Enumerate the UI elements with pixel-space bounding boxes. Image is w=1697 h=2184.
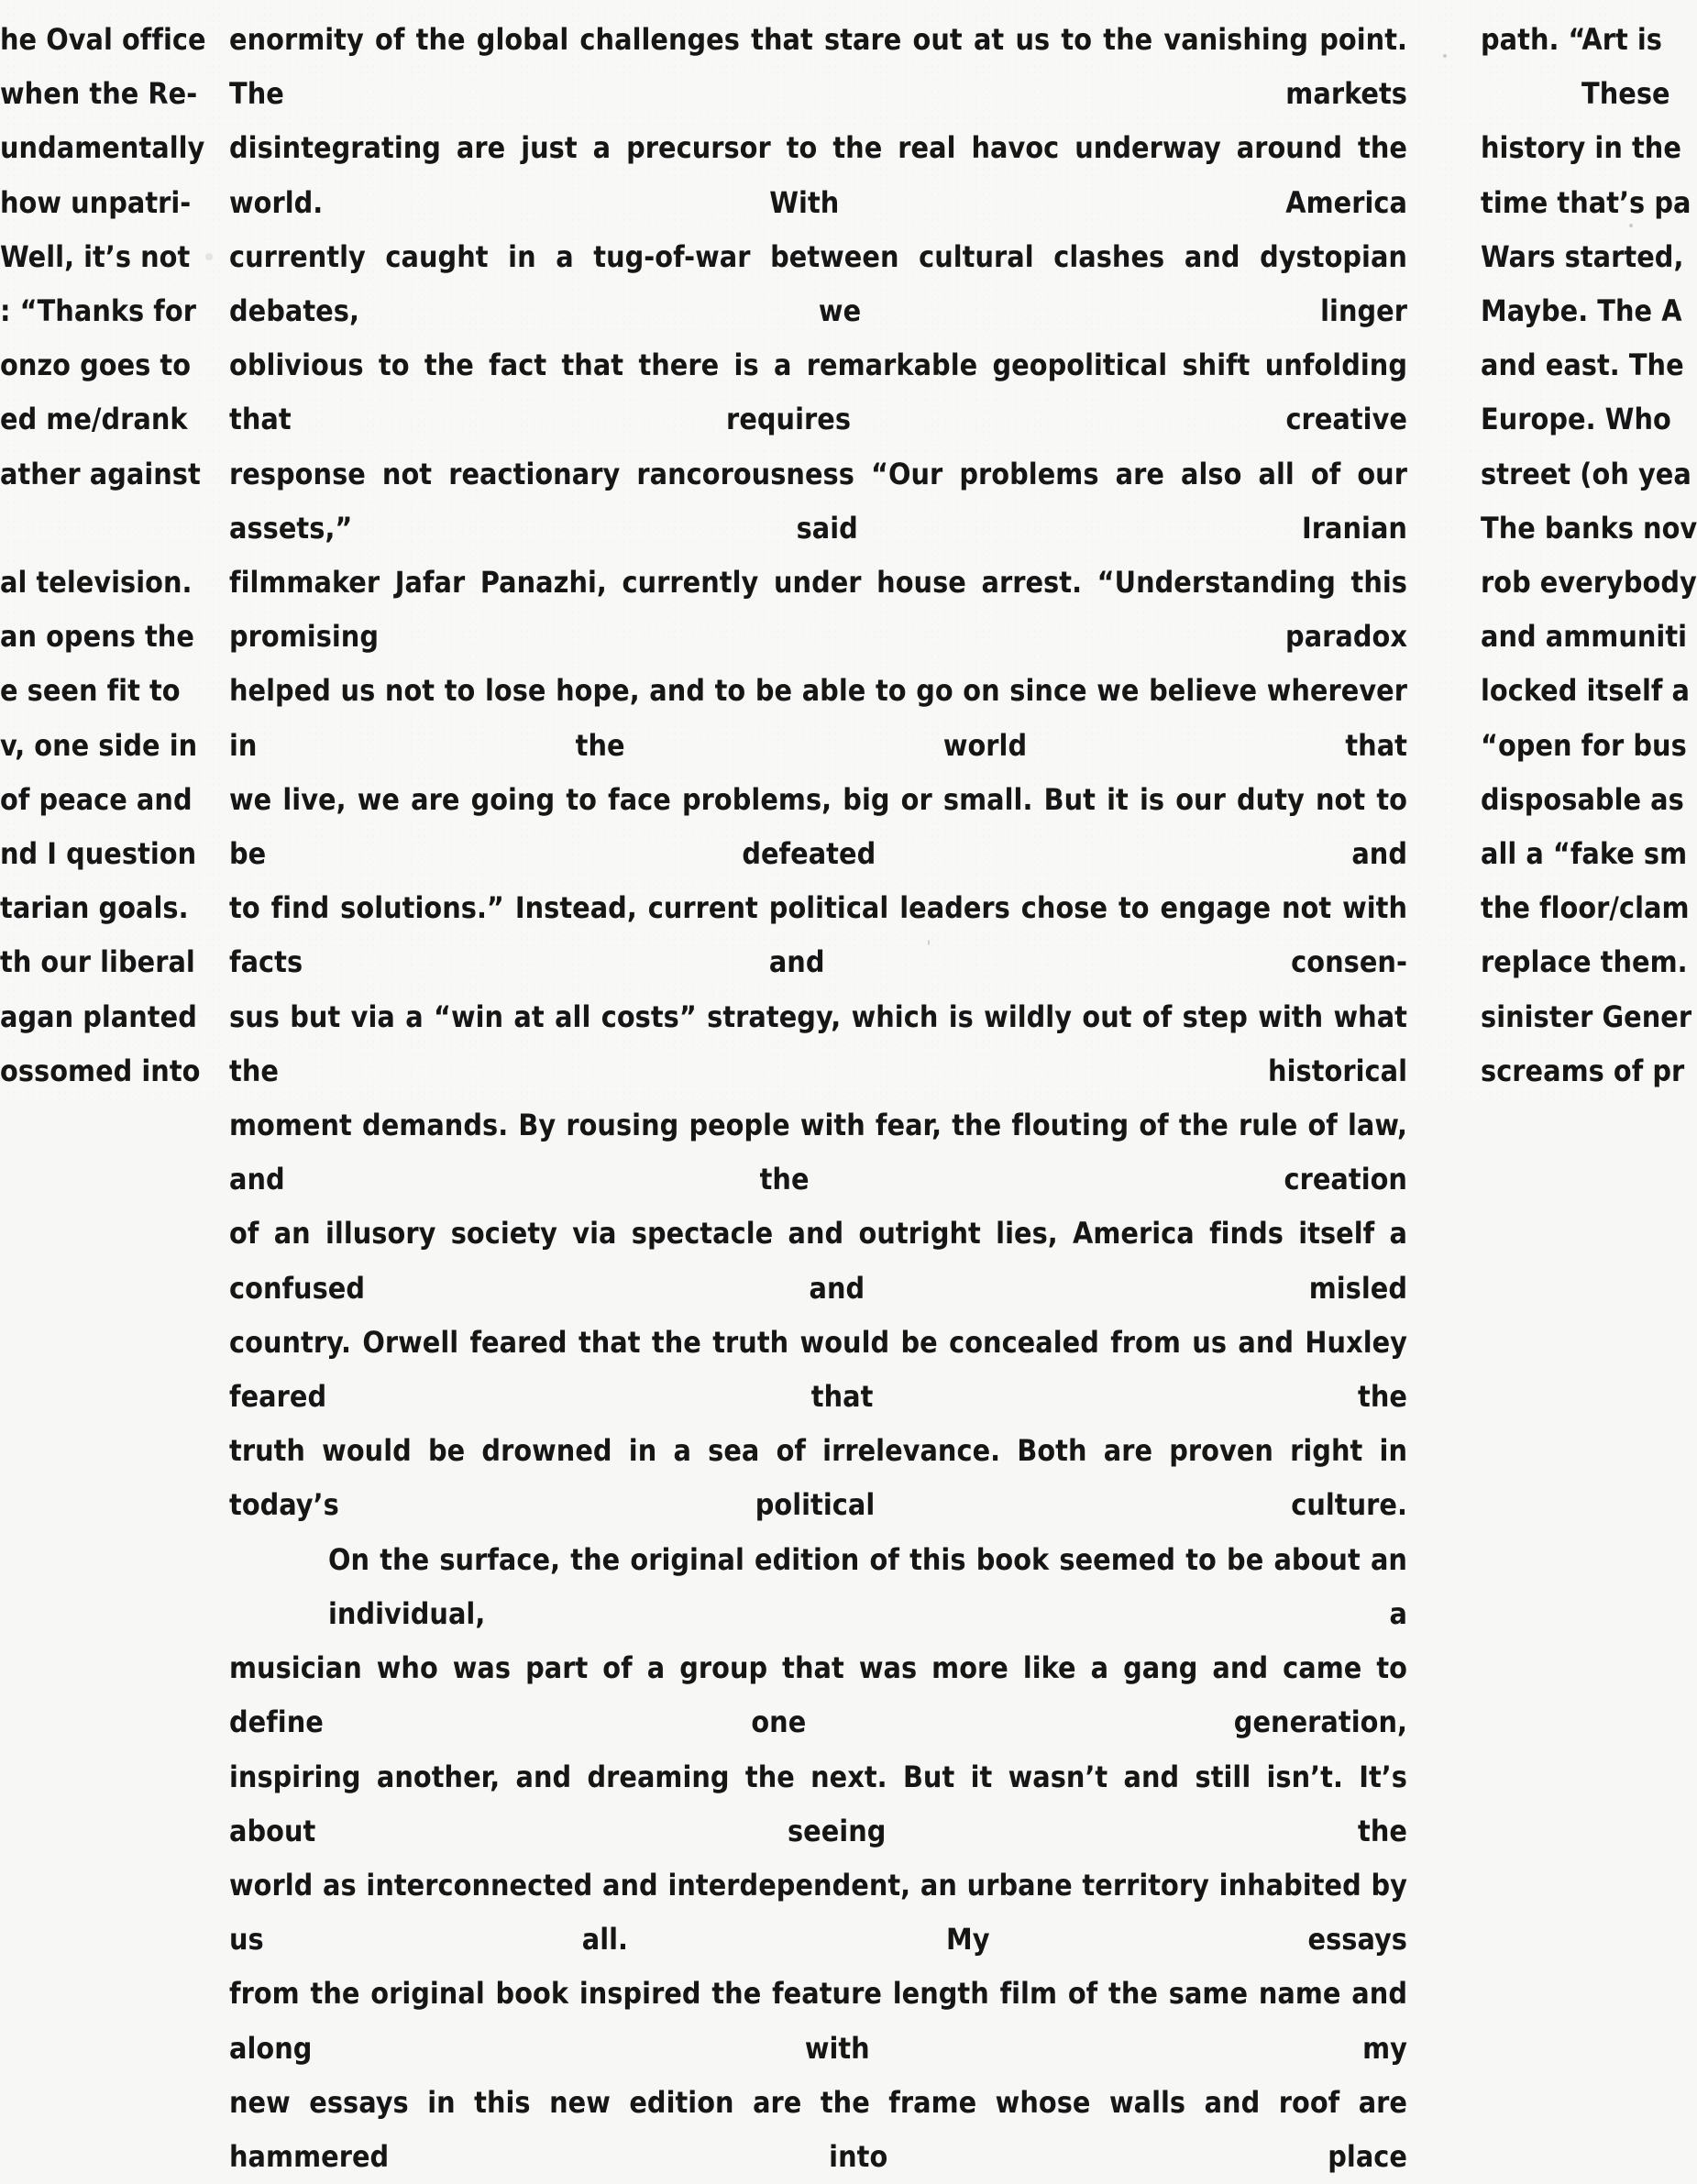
right-line-9: street (oh yea bbox=[1481, 456, 1691, 491]
paper-speck bbox=[205, 253, 213, 260]
left-line-6: : “Thanks for bbox=[0, 293, 196, 329]
left-line-4: how unpatri- bbox=[0, 184, 192, 220]
main-line-4: oblivious to the fact that there is a remarkable geopolitical shift unfolding that requires creative bbox=[229, 347, 1407, 437]
right-line-12: and ammuniti bbox=[1481, 619, 1688, 655]
right-line-1: path. “Art is bbox=[1481, 22, 1662, 57]
right-line-5: Wars started, bbox=[1481, 238, 1684, 274]
main-line-5: response not reactionary rancorousness “Our problems are also all of our assets,” said Iranian bbox=[229, 456, 1407, 546]
left-line-14: v, one side in bbox=[0, 727, 198, 763]
right-line-3: history in the bbox=[1481, 130, 1681, 166]
right-line-19: sinister Gener bbox=[1481, 998, 1692, 1034]
left-line-2: when the Re- bbox=[0, 76, 198, 112]
left-line-12: an opens the bbox=[0, 619, 194, 655]
left-line-17: tarian goals. bbox=[0, 890, 189, 926]
main-line-2: disintegrating are just a precursor to the real havoc underway around the world. With America bbox=[229, 130, 1407, 220]
left-line-11: al television. bbox=[0, 565, 193, 601]
main-line-19: from the original book inspired the feature length film of the same name and along with my bbox=[229, 1976, 1407, 2066]
main-line-1: enormity of the global challenges that stare out at us to the vanishing point. The markets bbox=[229, 22, 1407, 112]
paper-speck bbox=[1629, 224, 1633, 227]
main-line-20: new essays in this new edition are the frame whose walls and roof are hammered into place bbox=[229, 2084, 1407, 2174]
left-line-19: agan planted bbox=[0, 998, 197, 1034]
right-line-11: rob everybody bbox=[1481, 565, 1697, 601]
main-article-column bbox=[229, 13, 1407, 2184]
right-line-10: The banks nov bbox=[1481, 510, 1697, 546]
main-line-17: inspiring another, and dreaming the next. But it wasn’t and still isn’t. It’s about seeing the bbox=[229, 1759, 1407, 1848]
right-line-13: locked itself a bbox=[1481, 673, 1690, 709]
left-line-7: onzo goes to bbox=[0, 347, 192, 383]
right-line-2: These bbox=[1581, 76, 1670, 112]
right-line-16: all a “fake sm bbox=[1481, 836, 1688, 872]
left-line-1: he Oval office bbox=[0, 22, 206, 57]
right-line-4: time that’s pa bbox=[1481, 184, 1691, 220]
left-line-5: Well, it’s not bbox=[0, 238, 191, 274]
right-line-20: screams of pr bbox=[1481, 1053, 1685, 1088]
left-line-3: undamentally bbox=[0, 130, 205, 166]
right-line-18: replace them. bbox=[1481, 944, 1688, 980]
main-paragraph-start: On the surface, the original edition of this book seemed to be about an individual, a bbox=[328, 1541, 1407, 1631]
main-line-12: of an illusory society via spectacle and outright lies, America finds itself a confused and misled bbox=[229, 1216, 1407, 1306]
right-line-17: the floor/clam bbox=[1481, 890, 1690, 926]
left-line-18: th our liberal bbox=[0, 944, 195, 980]
main-line-10: sus but via a “win at all costs” strategy, which is wildly out of step with what the historical bbox=[229, 998, 1407, 1088]
left-line-13: e seen fit to bbox=[0, 673, 181, 709]
left-line-15: of peace and bbox=[0, 781, 193, 817]
paper-speck bbox=[1443, 54, 1447, 58]
main-line-7: helped us not to lose hope, and to be able to go on since we believe wherever in the world that bbox=[229, 673, 1407, 763]
main-line-3: currently caught in a tug-of-war between cultural clashes and dystopian debates, we linger bbox=[229, 238, 1407, 329]
main-line-13: country. Orwell feared that the truth would be concealed from us and Huxley feared that the bbox=[229, 1324, 1407, 1415]
left-paragraph-break bbox=[0, 502, 156, 556]
right-line-15: disposable as bbox=[1481, 781, 1684, 817]
right-line-6: Maybe. The A bbox=[1481, 293, 1682, 329]
main-line-18: world as interconnected and interdependent, an urbane territory inhabited by us all. My essays bbox=[229, 1867, 1407, 1958]
paper-speck bbox=[928, 940, 930, 945]
main-line-8: we live, we are going to face problems, big or small. But it is our duty not to be defeated and bbox=[229, 781, 1407, 872]
left-line-9: ather against bbox=[0, 456, 201, 491]
main-line-9: to find solutions.” Instead, current political leaders chose to engage not with facts and consen- bbox=[229, 890, 1407, 980]
left-line-16: nd I question bbox=[0, 836, 197, 872]
right-line-14: “open for bus bbox=[1481, 727, 1687, 763]
right-line-8: Europe. Who bbox=[1481, 402, 1671, 437]
left-line-8: ed me/drank bbox=[0, 402, 188, 437]
main-line-16: musician who was part of a group that was more like a gang and came to define one generation, bbox=[229, 1650, 1407, 1740]
main-line-6: filmmaker Jafar Panazhi, currently under house arrest. “Understanding this promising paradox bbox=[229, 565, 1407, 655]
right-column-text bbox=[1481, 13, 1697, 1098]
main-line-14: truth would be drowned in a sea of irrelevance. Both are proven right in today’s political culture. bbox=[229, 1433, 1407, 1523]
left-column-text bbox=[0, 13, 206, 1098]
right-line-7: and east. The bbox=[1481, 347, 1684, 383]
left-line-20: ossomed into bbox=[0, 1053, 201, 1088]
main-line-11: moment demands. By rousing people with fear, the flouting of the rule of law, and the creation bbox=[229, 1108, 1407, 1197]
